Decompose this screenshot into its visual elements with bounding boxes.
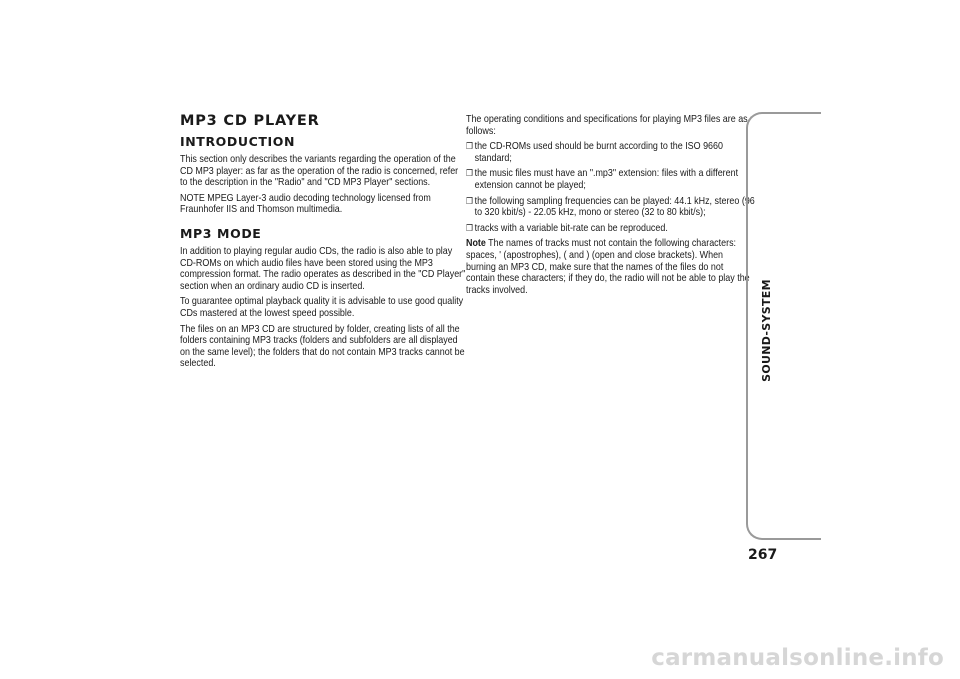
list-item: ❒ the CD-ROMs used should be burnt according to the ISO 9660 standard; (466, 141, 723, 164)
list-item: ❒ the music files must have an ".mp3" extension: files with a different extension cannot be played; (466, 168, 739, 191)
checkbox-bullet-icon: ❒ (466, 222, 473, 233)
introduction-heading: INTRODUCTION (180, 134, 296, 149)
left-column (180, 112, 466, 374)
page-number: 267 (748, 547, 778, 563)
specifications-intro: The operating conditions and specifications for playing MP3 files are as follows: (466, 114, 748, 137)
mp3-mode-paragraph-3: The files on an MP3 CD are structured by folder, creating lists of all the folders containing MP3 tracks (folders and subfolders are all displayed on the same level); the folders that do not contain MP3 tracks cannot be selected. (180, 323, 465, 370)
section-title: MP3 CD PLAYER (180, 113, 320, 129)
note-text: The names of tracks must not contain the following characters: spaces, ' (apostrophes), ( and ) (open and close brackets). When burning an MP3 CD, make sure that the names of the files do not contain these characters; if they do, the radio will not be able to play the tracks involved. (466, 238, 750, 296)
mp3-mode-heading: MP3 MODE (180, 225, 262, 241)
mp3-mode-paragraph-2: To guarantee optimal playback quality it is advisable to use good quality CDs mastered at the lowest speed possible. (180, 296, 464, 319)
introduction-paragraph-1: This section only describes the variants regarding the operation of the CD MP3 player: as far as the operation of the radio is concerned, refer to the description in the "Radio" and "CD MP3 Player" sections. (180, 154, 459, 189)
checkbox-bullet-icon: ❒ (466, 168, 473, 179)
checkbox-bullet-icon: ❒ (466, 141, 473, 152)
note-label: Note (466, 238, 486, 250)
right-column (466, 114, 755, 300)
checkbox-bullet-icon: ❒ (466, 195, 473, 206)
note-paragraph (466, 238, 751, 296)
specifications-list (466, 141, 755, 234)
list-item: ❒ tracks with a variable bit-rate can be reproduced. (466, 222, 668, 234)
watermark: carmanualsonline.info (651, 645, 944, 671)
introduction-paragraph-2: NOTE MPEG Layer-3 audio decoding technology licensed from Fraunhofer IIS and Thomson multimedia. (180, 192, 431, 216)
mp3-mode-paragraph-1: In addition to playing regular audio CDs, the radio is also able to play CD-ROMs on which audio files have been stored using the MP3 compression format. The radio operates as described in the "CD Player" section when an ordinary audio CD is inserted. (180, 245, 466, 292)
chapter-tab-label: SOUND-SYSTEM (759, 278, 773, 382)
list-item: ❒ the following sampling frequencies can be played: 44.1 kHz, stereo (96 to 320 kbit/s) - 22.05 kHz, mono or stereo (32 to 80 kbit/s); (466, 195, 755, 219)
